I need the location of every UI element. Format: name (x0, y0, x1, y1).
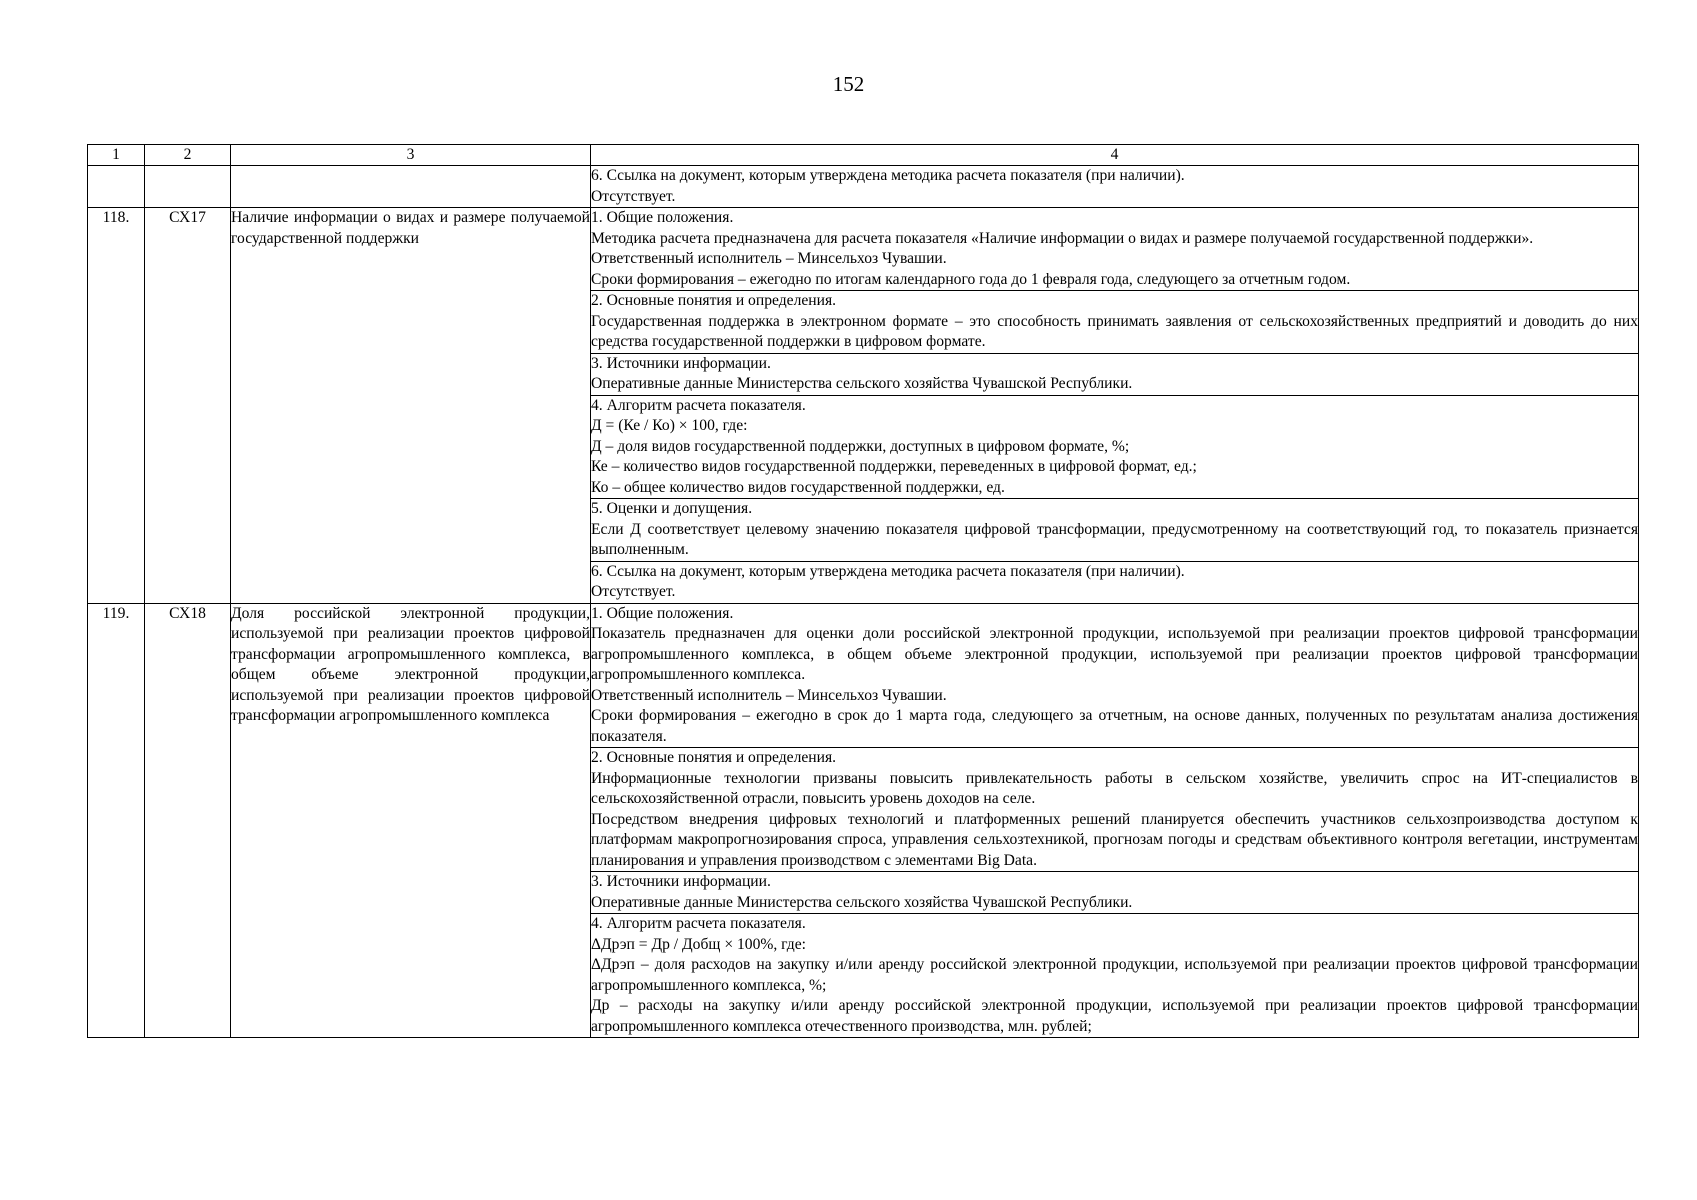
table-row-118 (88, 208, 1639, 291)
cont-name-cell (231, 166, 591, 208)
row-number: 118. (88, 208, 145, 604)
section-text: Ке – количество видов государственной поддержки, переведенных в цифровой формат, ед.; (591, 458, 1197, 475)
col-header-2: 2 (145, 145, 231, 166)
section-4-algorithm (591, 914, 1639, 1038)
section-1-general (591, 603, 1639, 748)
section-text: Информационные технологии призваны повысить привлекательность работы в сельском хозяйстве, увеличить спрос на ИТ-специалистов в сельскохозяйственной отрасли, повысить уровень доходов на селе. (591, 769, 1638, 807)
section-text: Посредством внедрения цифровых технологий и платформенных решений планируется обеспечить участников сельхозпроизводства доступом к платформам макропрогнозирования спроса, управления сельхозтехникой, прогнозам погоды и средствам объективного контроля вегетации, инструментам планирования и управления производством с элементами Big Data. (591, 810, 1638, 869)
col-header-4: 4 (591, 145, 1639, 166)
section-text: Оперативные данные Министерства сельского хозяйства Чувашской Республики. (591, 375, 1133, 392)
section-3-sources (591, 353, 1639, 395)
section-6-reference (591, 166, 1639, 208)
section-text: Ответственный исполнитель – Минсельхоз Чувашии. (591, 250, 947, 267)
section-heading: 6. Ссылка на документ, которым утверждена методика расчета показателя (при наличии). (591, 562, 1185, 580)
table-header-row (88, 145, 1639, 166)
section-heading: 5. Оценки и допущения. (591, 500, 753, 517)
indicator-name: Доля российской электронной продукции, используемой при реализации проектов цифровой трансформации агропромышленного комплекса, в общем объеме электронной продукции, используемой при реализации проектов цифровой трансформации агропромышленного комплекса (231, 603, 591, 1038)
section-heading: 2. Основные понятия и определения. (591, 749, 837, 766)
section-1-general (591, 208, 1639, 291)
section-2-definitions (591, 291, 1639, 354)
section-text: Ко – общее количество видов государственной поддержки, ед. (591, 478, 1005, 496)
formula: ΔДрэп = Др / Добщ × 100%, где: (591, 935, 806, 953)
col-header-3: 3 (231, 145, 591, 166)
section-heading: 4. Алгоритм расчета показателя. (591, 915, 806, 932)
section-heading: 4. Алгоритм расчета показателя. (591, 396, 806, 414)
page-number: 152 (832, 72, 865, 96)
section-text: Д – доля видов государственной поддержки, доступных в цифровом формате, %; (591, 437, 1130, 455)
section-text: Показатель предназначен для оценки доли российской электронной продукции, используемой при реализации проектов цифровой трансформации агропромышленного комплекса, в общем объеме электронной продукции, используемой при реализации проектов цифровой трансформации агропромышленного комплекса. (591, 625, 1638, 683)
section-text: Сроки формирования – ежегодно в срок до 1 марта года, следующего за отчетным, на основе данных, полученных по результатам анализа достижения показателя. (591, 707, 1638, 745)
section-text: Методика расчета предназначена для расчета показателя «Наличие информации о видах и размере получаемой государственной поддержки». (591, 229, 1534, 247)
row-number: 119. (88, 603, 145, 1038)
section-text: Др – расходы на закупку и/или аренду российской электронной продукции, используемой при реализации проектов цифровой трансформации агропромышленного комплекса отечественного производства, млн. рублей; (591, 997, 1638, 1035)
indicator-code: СХ17 (145, 208, 231, 604)
section-heading: 3. Источники информации. (591, 354, 771, 372)
table-row-continuation (88, 166, 1639, 208)
section-heading: 1. Общие положения. (591, 604, 734, 622)
cont-code-cell (145, 166, 231, 208)
section-text: Государственная поддержка в электронном формате – это способность принимать заявления от сельскохозяйственных предприятий и доводить до них средства государственной поддержки в цифровом формате. (591, 312, 1638, 350)
table-row-119 (88, 603, 1639, 748)
section-5-assumptions (591, 499, 1639, 562)
indicator-table (87, 144, 1639, 1038)
section-heading: 1. Общие положения. (591, 209, 734, 226)
section-heading: 6. Ссылка на документ, которым утверждена методика расчета показателя (при наличии). (591, 167, 1185, 184)
section-text: Оперативные данные Министерства сельского хозяйства Чувашской Республики. (591, 893, 1133, 911)
section-6-reference (591, 561, 1639, 603)
section-3-sources (591, 872, 1639, 914)
section-text: Сроки формирования – ежегодно по итогам календарного года до 1 февраля года, следующего за отчетным годом. (591, 270, 1351, 288)
section-heading: 3. Источники информации. (591, 873, 771, 890)
section-text: Ответственный исполнитель – Минсельхоз Чувашии. (591, 686, 947, 704)
col-header-1: 1 (88, 145, 145, 166)
section-text: Если Д соответствует целевому значению показателя цифровой трансформации, предусмотренному на соответствующий год, то показатель признается выполненным. (591, 520, 1638, 558)
section-heading: 2. Основные понятия и определения. (591, 292, 837, 309)
section-2-definitions (591, 748, 1639, 872)
section-text: Отсутствует. (591, 187, 676, 205)
cont-num-cell (88, 166, 145, 208)
formula: Д = (Ке / Ко) × 100, где: (591, 417, 748, 434)
indicator-code: СХ18 (145, 603, 231, 1038)
section-text: ΔДрэп – доля расходов на закупку и/или аренду российской электронной продукции, используемой при реализации проектов цифровой трансформации агропромышленного комплекса, %; (591, 956, 1638, 994)
section-text: Отсутствует. (591, 583, 676, 600)
indicator-name: Наличие информации о видах и размере получаемой государственной поддержки (231, 208, 591, 604)
section-4-algorithm (591, 395, 1639, 499)
